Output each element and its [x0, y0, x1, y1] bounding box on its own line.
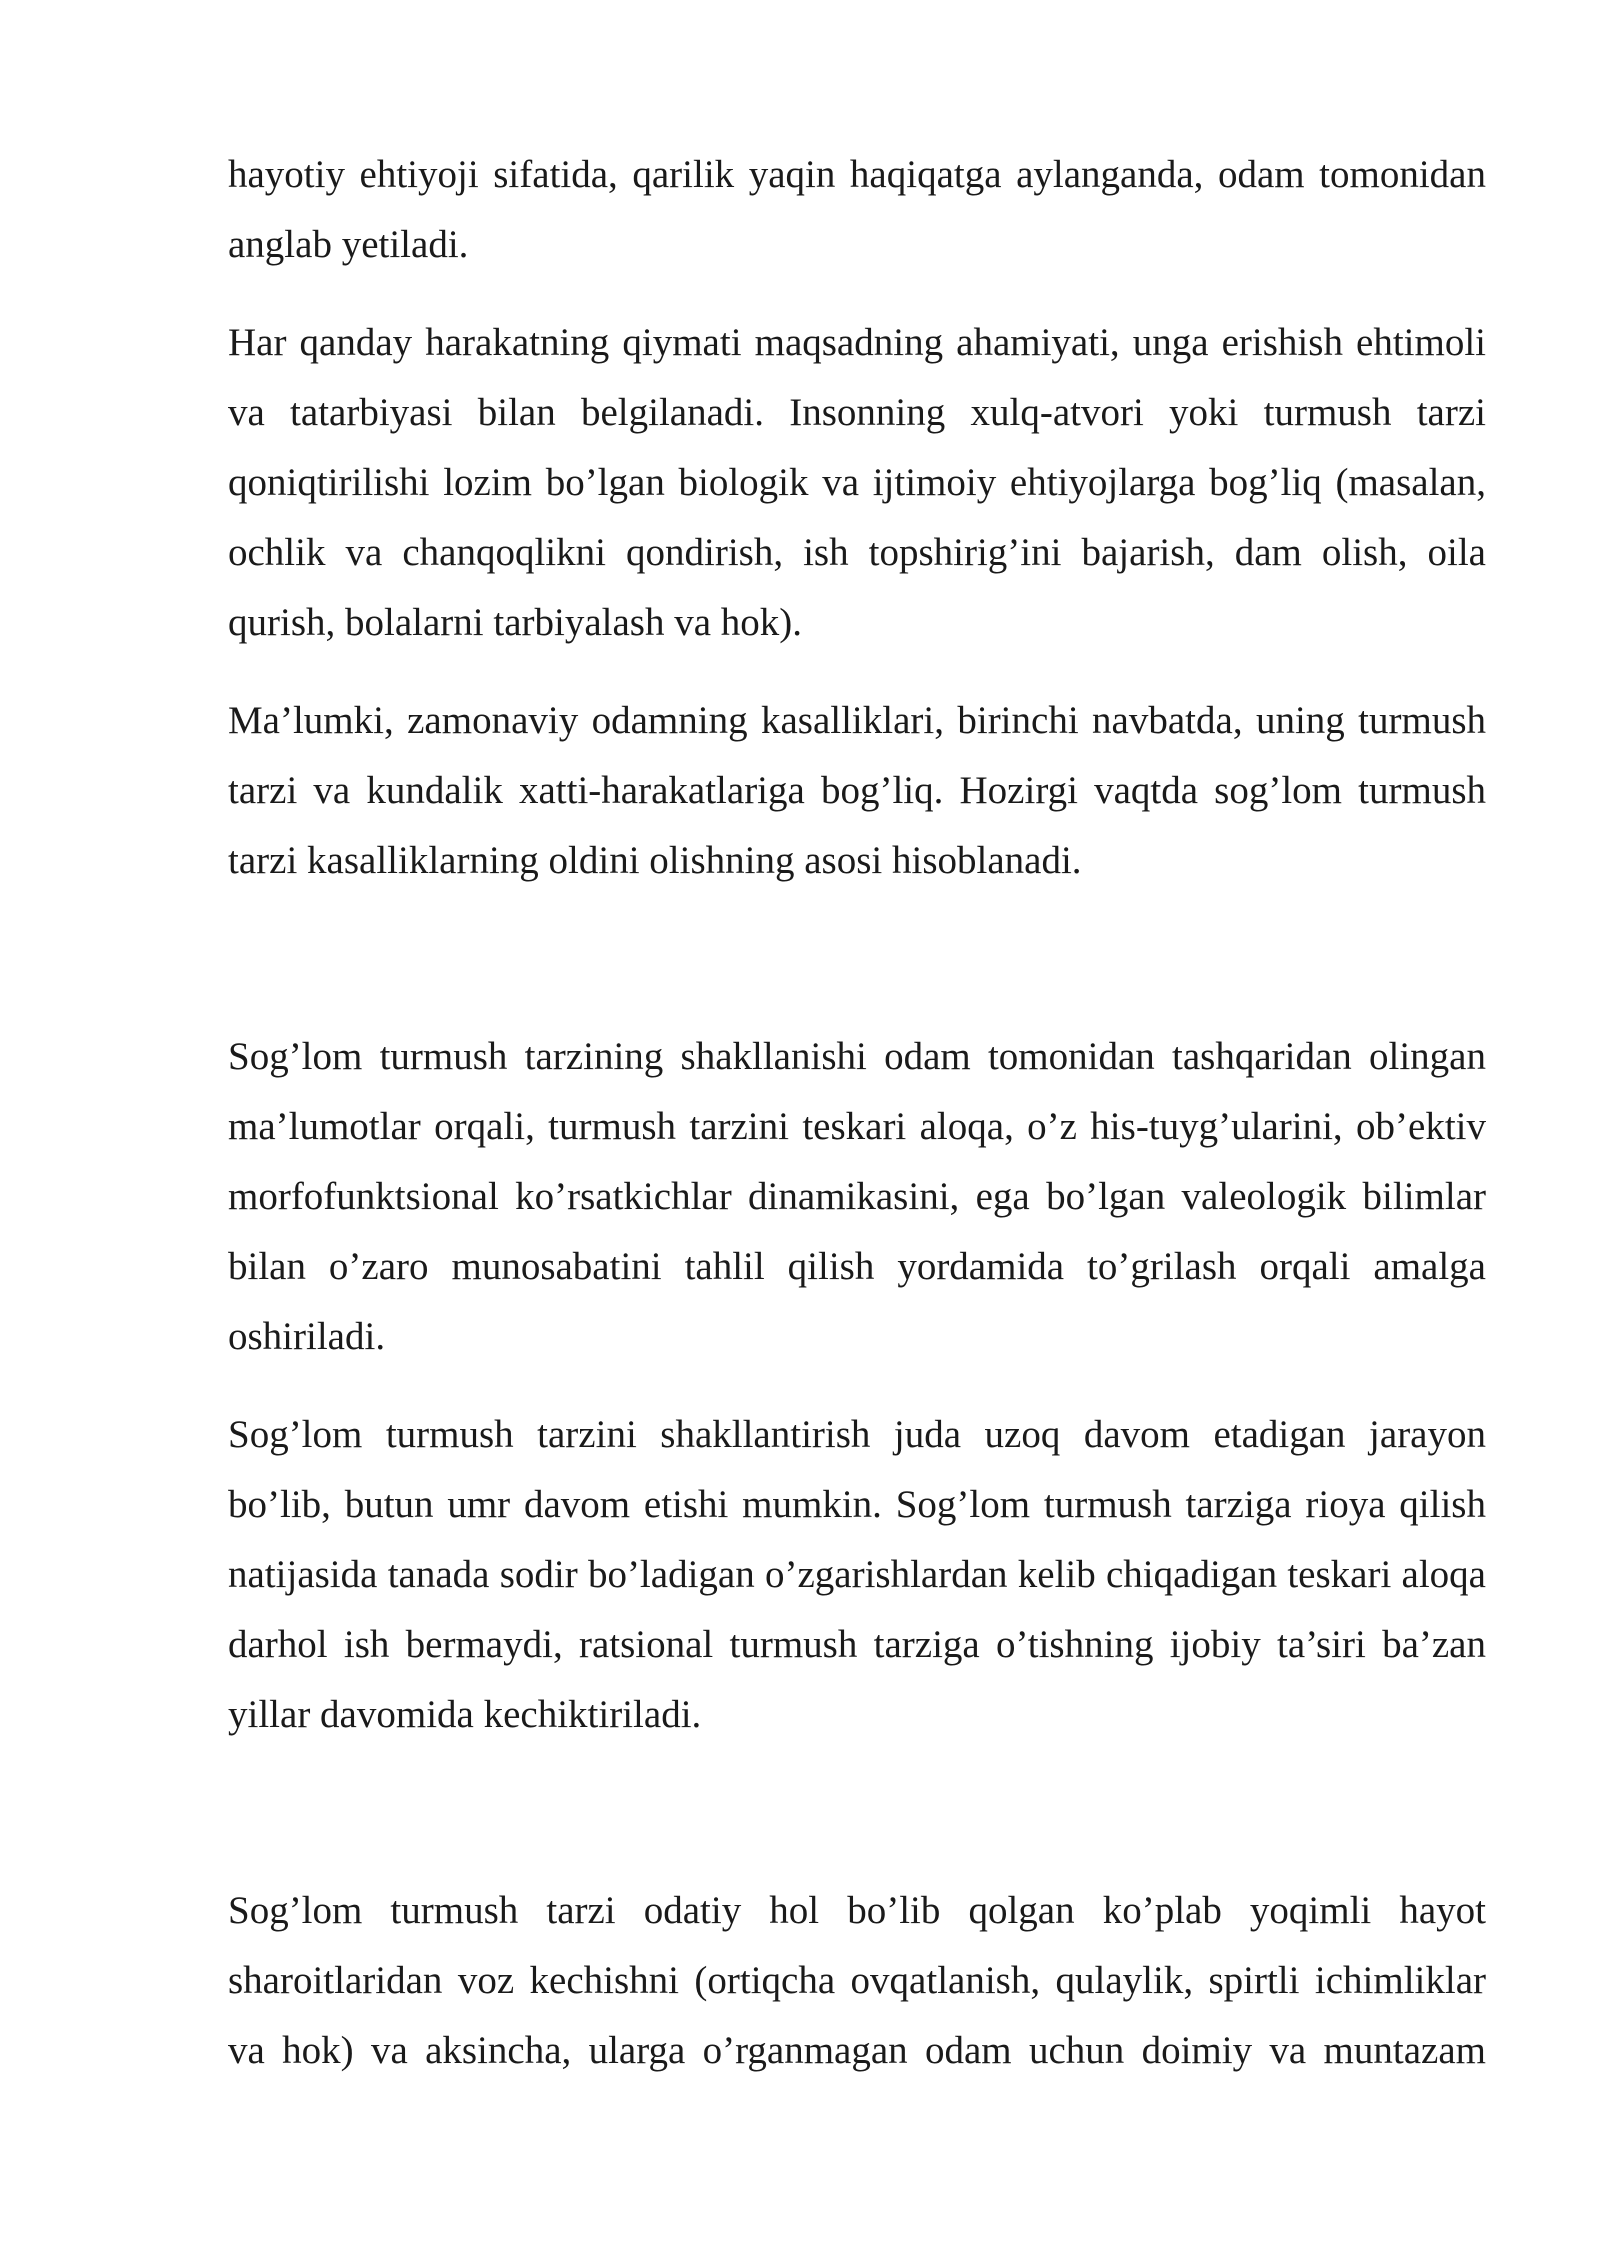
- paragraph-5: Sog’lom turmush tarzini shakllantirish juda uzoq davom etadigan jarayon bo’lib, butun umr davom etishi mumkin. Sog’lom turmush tarziga rioya qilish natijasida tanada sodir bo’ladigan o’zgarishlardan kelib chiqadigan teskari aloqa darhol ish bermaydi, ratsional turmush tarziga o’tishning ijobiy ta’siri ba’zan yillar davomida kechiktiriladi.: [228, 1413, 1486, 1736]
- paragraph-2: Har qanday harakatning qiymati maqsadning ahamiyati, unga erishish ehtimoli va tatarbiyasi bilan belgilanadi. Insonning xulq-atvori yoki turmush tarzi qoniqtirilishi lozim bo’lgan biologik va ijtimoiy ehtiyojlarga bog’liq (masalan, ochlik va chanqoqlikni qondirish, ish topshirig’ini bajarish, dam olish, oila qurish, bolalarni tarbiyalash va hok).: [228, 321, 1486, 644]
- section-gap: [228, 924, 1486, 1022]
- paragraph-1: hayotiy ehtiyoji sifatida, qarilik yaqin haqiqatga aylanganda, odam tomonidan anglab yetiladi.: [228, 153, 1486, 266]
- paragraph-4: Sog’lom turmush tarzining shakllanishi odam tomonidan tashqaridan olingan ma’lumotlar orqali, turmush tarzini teskari aloqa, o’z his-tuyg’ularini, ob’ektiv morfofunktsional ko’rsatkichlar dinamikasini, ega bo’lgan valeologik bilimlar bilan o’zaro munosabatini tahlil qilish yordamida to’grilash orqali amalga oshiriladi.: [228, 1035, 1486, 1358]
- paragraph-3: Ma’lumki, zamonaviy odamning kasalliklari, birinchi navbatda, uning turmush tarzi va kundalik xatti-harakatlariga bog’liq. Hozirgi vaqtda sog’lom turmush tarzi kasalliklarning oldini olishning asosi hisoblanadi.: [228, 699, 1486, 882]
- section-gap: [228, 1778, 1486, 1876]
- document-body: [228, 140, 1486, 2114]
- paragraph-6: Sog’lom turmush tarzi odatiy hol bo’lib qolgan ko’plab yoqimli hayot sharoitlaridan voz kechishni (ortiqcha ovqatlanish, qulaylik, spirtli ichimliklar va hok) va aksincha, ularga o’rganmagan odam uchun doimiy va muntazam: [228, 1889, 1486, 2072]
